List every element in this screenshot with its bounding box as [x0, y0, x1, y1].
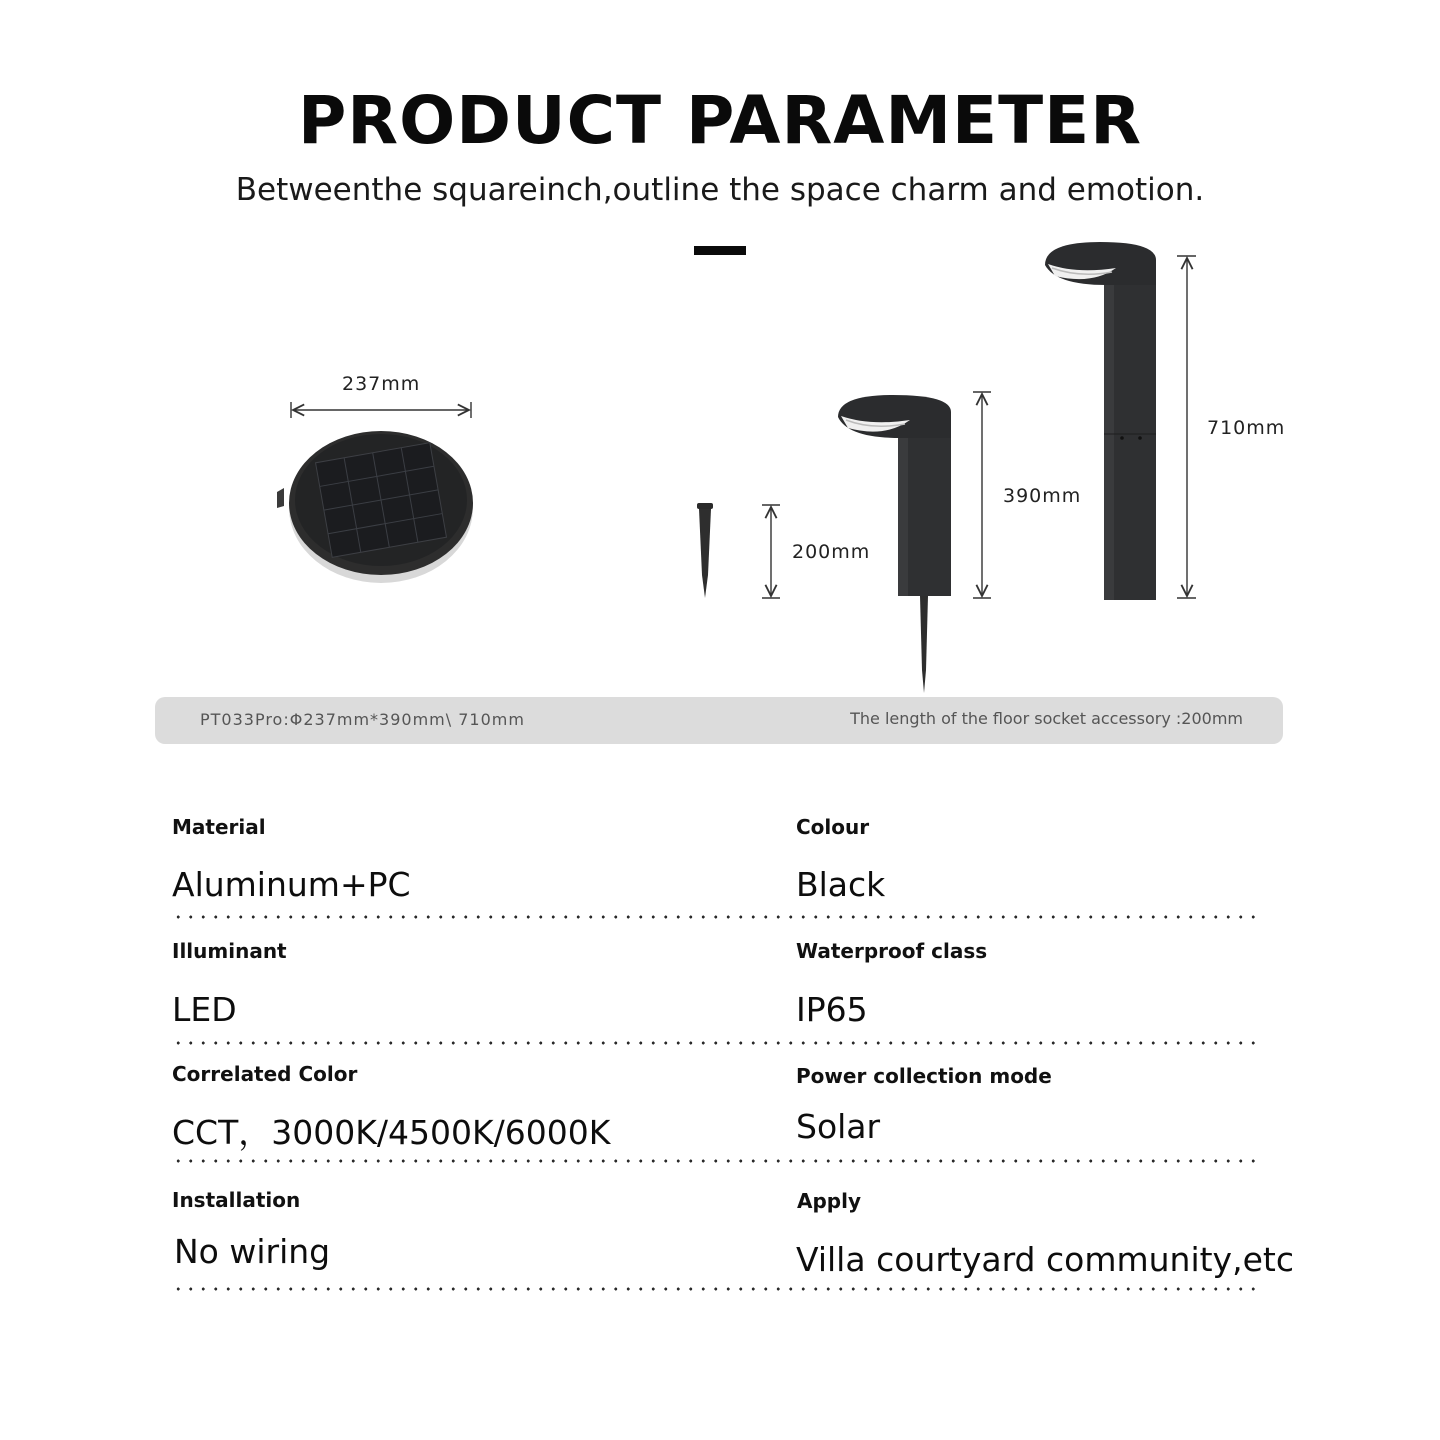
- param-label-installation: Installation: [172, 1188, 301, 1212]
- param-label-material: Material: [172, 815, 266, 839]
- row-divider: [172, 1041, 1262, 1045]
- param-value-installation: No wiring: [174, 1232, 331, 1271]
- tall-height-dimension: [1177, 256, 1196, 598]
- param-label-correlated-color: Correlated Color: [172, 1062, 358, 1086]
- page-subtitle: Betweenthe squareinch,outline the space charm and emotion.: [235, 172, 1205, 208]
- model-spec: PT033Pro:Φ237mm*390mm\ 710mm: [200, 710, 525, 729]
- param-value-waterproof: IP65: [796, 990, 868, 1029]
- solar-panel-image: [277, 431, 473, 583]
- tall-height-label: 710mm: [1207, 417, 1286, 439]
- spike-length-dimension: [762, 505, 780, 598]
- accessory-spec: The length of the floor socket accessory :200mm: [850, 709, 1243, 728]
- row-divider: [172, 915, 1262, 919]
- short-height-dimension: [973, 392, 991, 598]
- panel-width-dimension: [291, 402, 471, 418]
- param-value-illuminant: LED: [172, 990, 237, 1029]
- row-divider: [172, 1287, 1262, 1291]
- spec-bar: [155, 697, 1283, 744]
- param-value-material: Aluminum+PC: [172, 865, 411, 904]
- param-value-correlated-color: CCT，3000K/4500K/6000K: [172, 1113, 611, 1152]
- param-value-colour: Black: [796, 865, 886, 904]
- param-label-waterproof: Waterproof class: [796, 939, 988, 963]
- page-title: PRODUCT PARAMETER: [297, 82, 1143, 159]
- param-value-apply: Villa courtyard community,etc: [796, 1240, 1294, 1279]
- product-dimension-diagram: [0, 0, 1440, 700]
- tall-bollard-image: [1045, 242, 1156, 600]
- param-label-apply: Apply: [797, 1189, 862, 1213]
- spike-length-label: 200mm: [792, 541, 871, 563]
- short-height-label: 390mm: [1003, 485, 1082, 507]
- param-label-illuminant: Illuminant: [172, 939, 287, 963]
- param-label-power-mode: Power collection mode: [796, 1064, 1052, 1088]
- ground-spike-image: [697, 503, 713, 598]
- param-value-power-mode: Solar: [796, 1107, 881, 1146]
- panel-width-label: 237mm: [342, 373, 421, 395]
- row-divider: [172, 1159, 1262, 1163]
- param-label-colour: Colour: [796, 815, 870, 839]
